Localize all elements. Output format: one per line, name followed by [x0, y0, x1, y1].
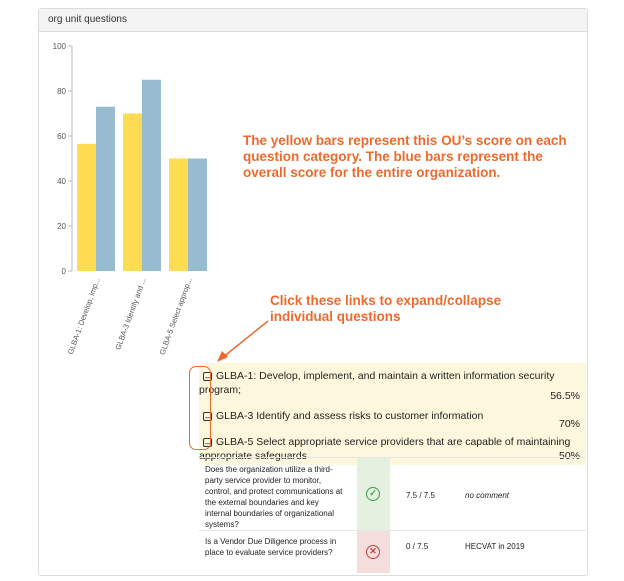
question-row-glba-1[interactable] — [199, 363, 586, 405]
bar-org-score[interactable] — [96, 107, 115, 271]
detail-comment: no comment — [465, 491, 510, 500]
y-tick-label: 20 — [57, 222, 66, 231]
question-link[interactable]: GLBA-1: Develop, implement, and maintain a written information security program; — [199, 370, 555, 396]
bars — [77, 80, 207, 271]
x-tick-label: GLBA-5 Select approp... — [157, 276, 194, 357]
bar-org-score[interactable] — [142, 80, 161, 271]
y-axis — [53, 42, 72, 276]
status-cell — [357, 531, 390, 573]
x-axis-labels — [66, 277, 194, 356]
question-score: 70% — [558, 418, 580, 430]
bar-ou-score[interactable] — [169, 159, 188, 272]
y-tick-label: 40 — [57, 177, 66, 186]
table-row — [199, 530, 586, 573]
panel-title: org unit questions — [39, 9, 587, 32]
bar-ou-score[interactable] — [123, 114, 142, 272]
collapse-toggle-icon[interactable]: – — [204, 372, 210, 382]
question-score: 50% — [558, 450, 580, 462]
question-score: 56.5% — [550, 390, 580, 402]
check-circle-icon: ✓ — [366, 487, 380, 501]
collapse-toggle-icon[interactable]: – — [204, 412, 210, 422]
detail-question-text: Does the organization utilize a third-party service provider to monitor, control, and protect communications at the external boundaries and key internal boundaries of organizational systems? — [205, 465, 343, 529]
detail-score: 0 / 7.5 — [406, 542, 429, 551]
toggle-highlight-box — [189, 366, 211, 450]
x-circle-icon: ✕ — [366, 545, 380, 559]
question-link[interactable]: GLBA-3 Identify and assess risks to customer information — [216, 410, 484, 422]
y-tick-label: 60 — [57, 132, 66, 141]
table-row — [199, 457, 586, 530]
question-detail-table — [199, 457, 586, 573]
bar-org-score[interactable] — [188, 159, 207, 272]
question-row-glba-3[interactable] — [199, 405, 586, 433]
detail-score: 7.5 / 7.5 — [406, 491, 435, 500]
x-tick-label: GLBA-1: Develop, imp... — [65, 276, 102, 356]
y-tick-label: 0 — [61, 267, 66, 276]
bar-ou-score[interactable] — [77, 144, 96, 271]
question-category-list — [199, 363, 586, 465]
collapse-toggle-icon[interactable]: – — [204, 438, 210, 448]
detail-comment: HECVAT in 2019 — [465, 542, 525, 551]
y-tick-label: 80 — [57, 87, 66, 96]
status-cell — [357, 458, 390, 530]
x-tick-label: GLBA-3 Identify and ... — [113, 276, 148, 351]
bars-explanation-callout: The yellow bars represent this OU’s score on each question category. The blue bars represent the overall score for the entire organization. — [243, 133, 567, 180]
y-tick-label: 100 — [52, 42, 66, 51]
links-explanation-callout: Click these links to expand/collapse individual questions — [270, 293, 502, 324]
question-link[interactable]: GLBA-5 Select appropriate service providers that are capable of maintaining appropriate safeguards — [199, 436, 571, 462]
detail-question-text: Is a Vendor Due Diligence process in place to evaluate service providers? — [205, 537, 337, 557]
